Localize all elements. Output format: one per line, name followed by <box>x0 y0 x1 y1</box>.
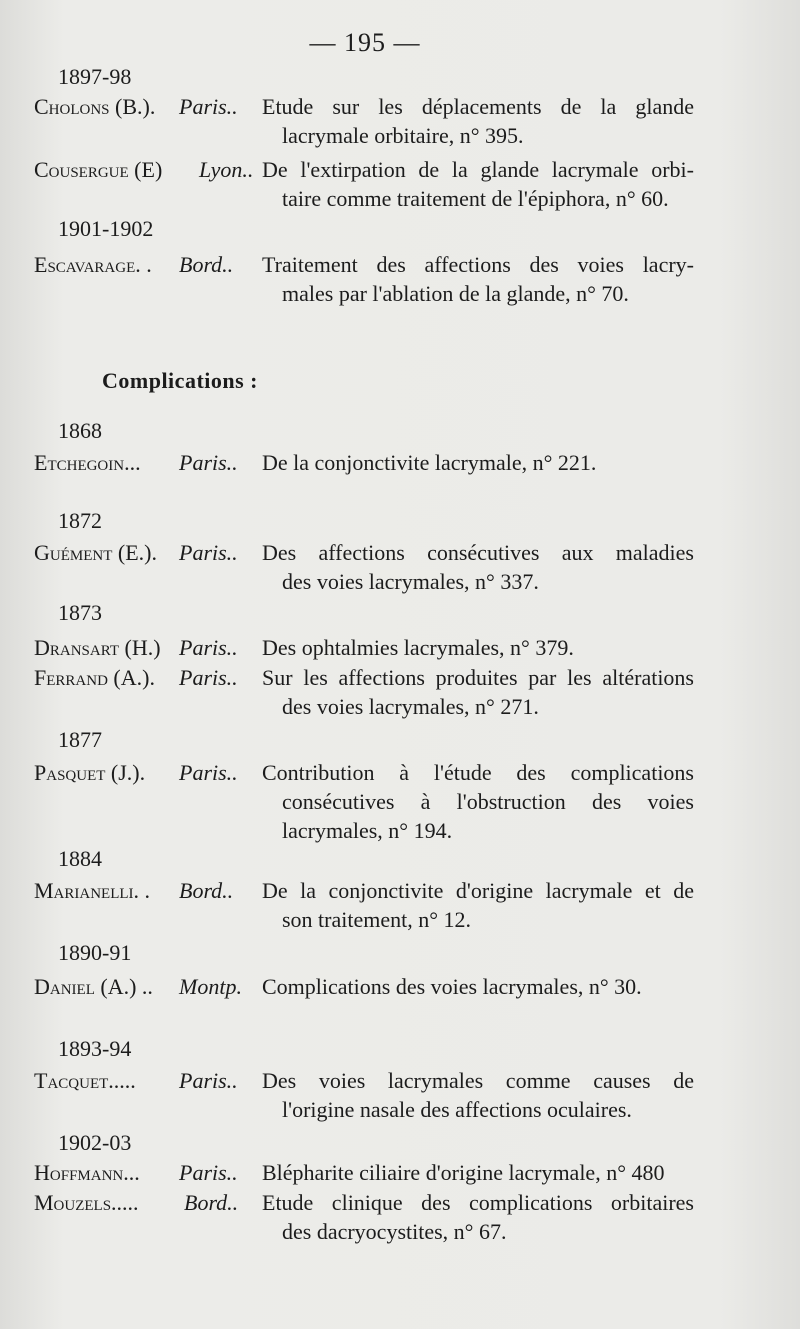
section-heading: Complications : <box>102 368 258 393</box>
entry-title-line: Des ophtalmies lacrymales, n° 379. <box>262 635 574 660</box>
entry-title-line: De l'extirpation de la glande lacrymale orbi- <box>262 157 694 182</box>
entry-author: Etchegoin... <box>34 450 141 475</box>
entry-title-line: des voies lacrymales, n° 337. <box>282 569 539 594</box>
entry-title-line: Contribution à l'étude des complications <box>262 760 694 785</box>
year-heading: 1877 <box>58 727 102 752</box>
entry-title <box>262 876 694 934</box>
entry-city: Paris.. <box>179 450 238 475</box>
entry-city: Paris.. <box>179 1068 238 1093</box>
entry-city: Montp. <box>179 974 242 999</box>
entry-title <box>262 972 694 1001</box>
entry-title-line: des voies lacrymales, n° 271. <box>282 694 539 719</box>
entry-city: Paris.. <box>179 1160 238 1185</box>
entry-title-line: Complications des voies lacrymales, n° 30. <box>262 974 642 999</box>
entry-title-line: Blépharite ciliaire d'origine lacrymale, n° 480 <box>262 1160 665 1185</box>
page-number: — 195 — <box>309 28 421 57</box>
entry-author: Tacquet..... <box>34 1068 136 1093</box>
entry-title <box>262 633 694 662</box>
entry-title-line: l'origine nasale des affections oculaires. <box>282 1097 632 1122</box>
entry-city: Bord.. <box>179 252 234 277</box>
entry-title <box>262 1066 694 1124</box>
entry-author: Cousergue (E) <box>34 157 163 182</box>
year-heading: 1890-91 <box>58 940 132 965</box>
entry-city: Paris.. <box>179 94 238 119</box>
entry-author: Ferrand (A.). <box>34 665 155 690</box>
entry-title-line: consécutives à l'obstruction des voies <box>282 789 694 814</box>
entry-title-line: des dacryocystites, n° 67. <box>282 1219 507 1244</box>
entry-city: Paris.. <box>179 635 238 660</box>
entry-title <box>262 538 694 596</box>
year-heading: 1893-94 <box>58 1036 132 1061</box>
entry-author: Guément (E.). <box>34 540 157 565</box>
entry-city: Paris.. <box>179 540 238 565</box>
entry-title <box>262 448 694 477</box>
year-heading: 1868 <box>58 418 102 443</box>
year-heading: 1902-03 <box>58 1130 132 1155</box>
entry-author: Escavarage. . <box>34 252 152 277</box>
year-heading: 1873 <box>58 600 102 625</box>
entry-city: Paris.. <box>179 760 238 785</box>
entry-city: Lyon.. <box>199 157 254 182</box>
entry-title-line: Des voies lacrymales comme causes de <box>262 1068 694 1093</box>
entry-author: Marianelli. . <box>34 878 151 903</box>
entry-title-line: son traitement, n° 12. <box>282 907 472 932</box>
entry-title <box>262 758 694 845</box>
entry-title-line: Etude clinique des complications orbitaires <box>262 1190 694 1215</box>
year-heading: 1884 <box>58 846 102 871</box>
entry-title-line: Des affections consécutives aux maladies <box>262 540 694 565</box>
entry-title <box>262 1188 694 1246</box>
entry-title <box>262 663 694 721</box>
entry-author: Hoffmann... <box>34 1160 140 1185</box>
year-heading: 1897-98 <box>58 64 132 89</box>
entry-author: Mouzels..... <box>34 1190 139 1215</box>
entry-city: Bord.. <box>184 1190 239 1215</box>
entry-title-line: Etude sur les déplacements de la glande <box>262 94 694 119</box>
entry-title-line: taire comme traitement de l'épiphora, n° 60. <box>282 186 669 211</box>
entry-author: Daniel (A.) .. <box>34 974 153 999</box>
entry-title <box>262 1158 694 1187</box>
entry-city: Paris.. <box>179 665 238 690</box>
entry-title-line: De la conjonctivite d'origine lacrymale et de <box>262 878 694 903</box>
entry-title <box>262 155 694 213</box>
entry-title-line: De la conjonctivite lacrymale, n° 221. <box>262 450 597 475</box>
entry-title-line: males par l'ablation de la glande, n° 70. <box>282 281 629 306</box>
entry-title-line: lacrymale orbitaire, n° 395. <box>282 123 524 148</box>
entry-title-line: Traitement des affections des voies lacry- <box>262 252 694 277</box>
year-heading: 1901-1902 <box>58 216 154 241</box>
entry-title <box>262 92 694 150</box>
year-heading: 1872 <box>58 508 102 533</box>
entry-title-line: Sur les affections produites par les altérations <box>262 665 694 690</box>
entry-title <box>262 250 694 308</box>
entry-author: Cholons (B.). <box>34 94 156 119</box>
entry-author: Pasquet (J.). <box>34 760 146 785</box>
entry-author: Dransart (H.) <box>34 635 161 660</box>
entry-title-line: lacrymales, n° 194. <box>282 818 453 843</box>
entry-city: Bord.. <box>179 878 234 903</box>
